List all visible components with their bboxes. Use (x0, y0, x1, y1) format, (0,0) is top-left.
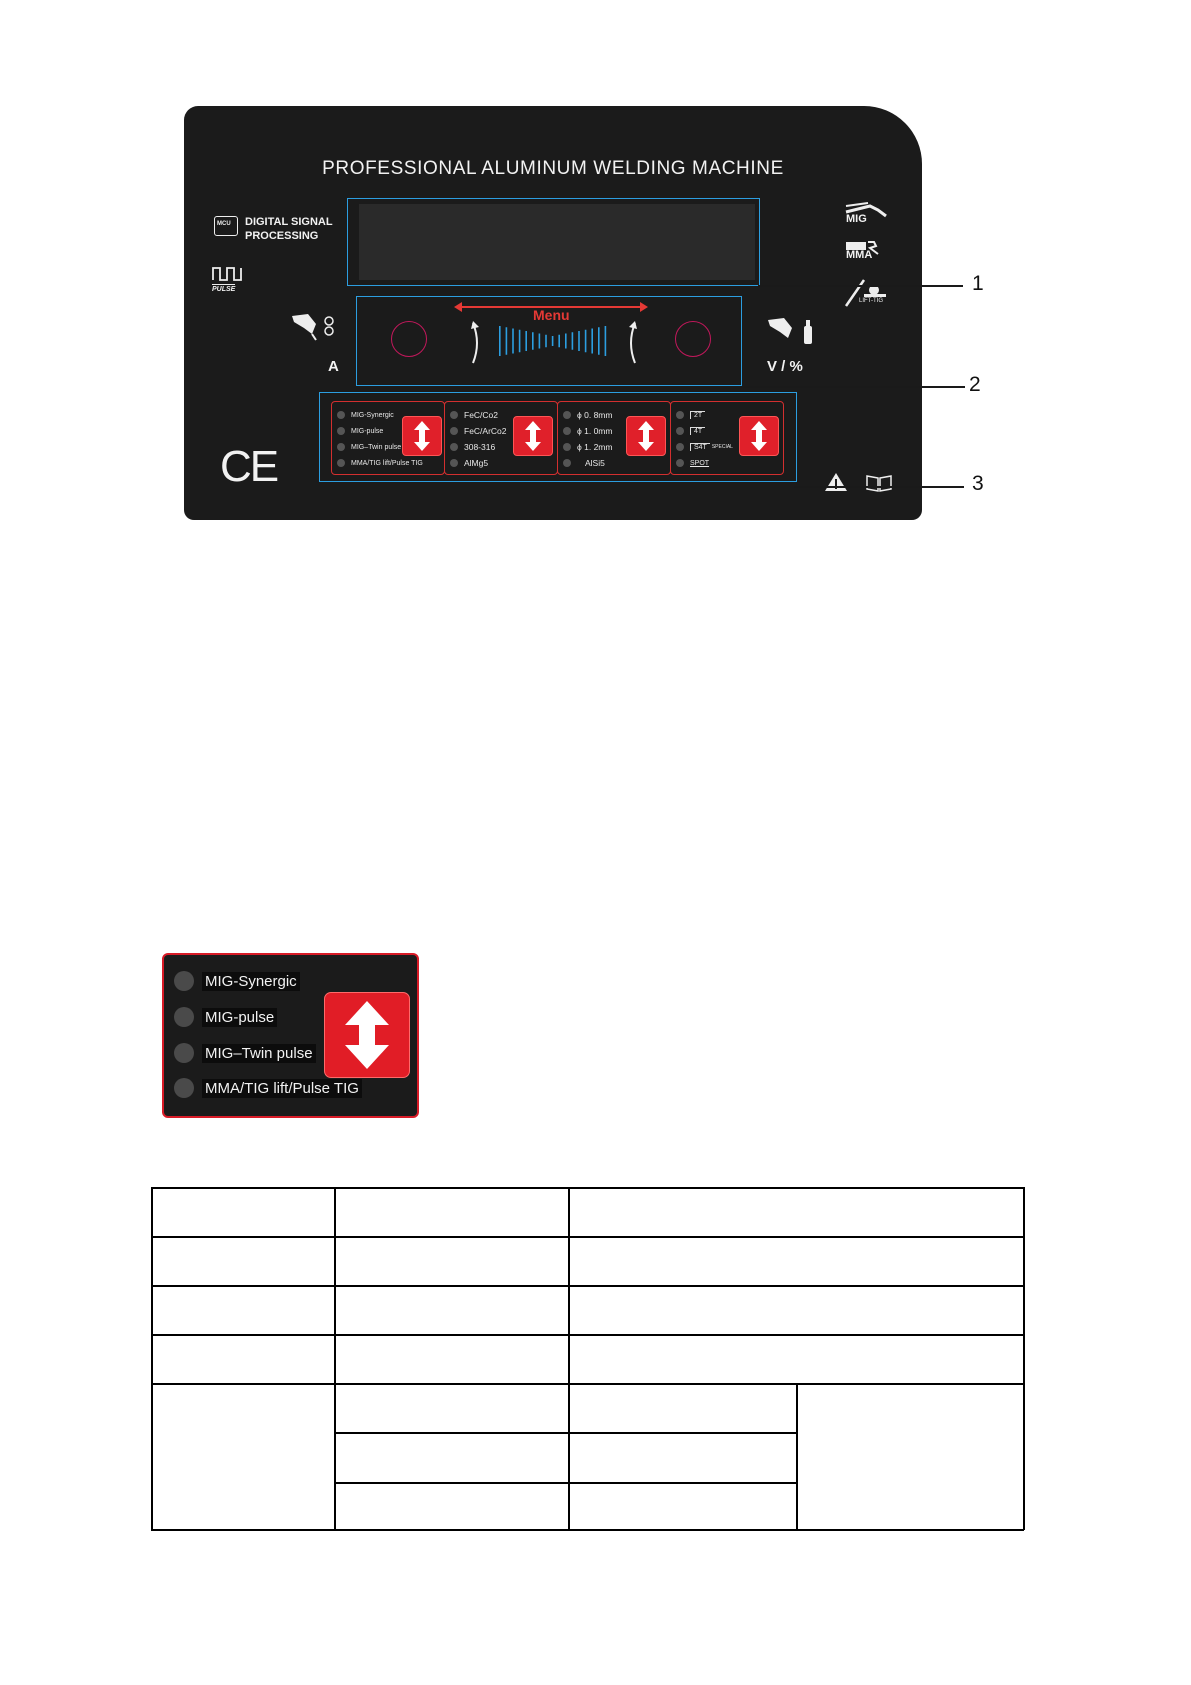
process-selector-detail (162, 953, 419, 1118)
current-unit-label: A (328, 358, 339, 375)
level-bar (499, 326, 501, 356)
callout-line-2 (740, 386, 965, 388)
list-item: AlMg5 (450, 456, 488, 470)
up-down-arrow-icon (403, 417, 441, 455)
right-knob[interactable] (675, 321, 711, 357)
trigger-select-button[interactable] (739, 416, 779, 456)
voltage-unit-label: V / % (767, 358, 803, 375)
indicator-led (337, 443, 345, 451)
indicator-led (563, 411, 571, 419)
list-item: MIG–Twin pulse (174, 1041, 316, 1065)
list-item: MIG-Synergic (174, 969, 300, 993)
indicator-led (174, 1078, 194, 1098)
indicator-led (563, 443, 571, 451)
panel-title: PROFESSIONAL ALUMINUM WELDING MACHINE (322, 158, 784, 179)
table-rule (151, 1187, 1024, 1189)
list-item (676, 408, 705, 422)
list-item: MIG-pulse (174, 1005, 277, 1029)
level-bar (578, 331, 580, 351)
table-rule (151, 1529, 1024, 1531)
indicator-led (563, 427, 571, 435)
dsp-line2: PROCESSING (245, 230, 319, 242)
table-rule (334, 1187, 336, 1530)
lcd-screen (359, 204, 755, 280)
list-item (676, 440, 733, 454)
indicator-led (563, 459, 571, 467)
indicator-led (450, 459, 458, 467)
level-bar (591, 329, 593, 354)
list-item: MIG–Twin pulse (337, 440, 401, 454)
callout-number-3: 3 (972, 472, 984, 495)
warning-icon (824, 472, 848, 492)
indicator-led (676, 459, 684, 467)
list-item: ϕ 1. 2mm (563, 440, 612, 454)
mode-mma-label: MMA (846, 249, 873, 261)
wire-feed-torch-icon (290, 312, 336, 340)
indicator-led (676, 411, 684, 419)
level-bar (605, 326, 607, 356)
2t-mode-icon: 2T (690, 411, 705, 419)
table-rule (334, 1432, 797, 1434)
control-panel-illustration (184, 106, 922, 520)
indicator-led (676, 427, 684, 435)
level-bar (565, 334, 567, 349)
level-bar (525, 331, 527, 351)
mode-lift-tig-label: LIFT-TIG (859, 298, 883, 304)
manual-book-icon (866, 474, 892, 492)
table-rule (1023, 1187, 1025, 1530)
list-item (676, 424, 705, 438)
list-item: MMA/TIG lift/Pulse TIG (337, 456, 423, 470)
indicator-led (337, 427, 345, 435)
indicator-led (337, 411, 345, 419)
table-rule (796, 1383, 798, 1530)
level-bar (512, 329, 514, 354)
encoder-frame (356, 296, 742, 386)
process-select-button-large[interactable] (324, 992, 410, 1078)
process-select-button[interactable] (402, 416, 442, 456)
indicator-led (174, 1007, 194, 1027)
process-selector (331, 401, 445, 475)
level-bar (506, 327, 508, 355)
table-rule (151, 1334, 1024, 1336)
indicator-led (450, 427, 458, 435)
indicator-led (450, 411, 458, 419)
diameter-select-button[interactable] (626, 416, 666, 456)
level-bar (539, 334, 541, 349)
table-rule (151, 1187, 153, 1530)
list-item (676, 456, 709, 470)
level-bars-icon (495, 325, 615, 357)
left-knob[interactable] (391, 321, 427, 357)
rotate-left-icon (469, 321, 483, 365)
level-bar (519, 330, 521, 353)
pulse-wave-icon (212, 264, 246, 282)
mode-mig-label: MIG (846, 213, 867, 225)
list-item: MMA/TIG lift/Pulse TIG (174, 1076, 362, 1100)
level-bar (558, 335, 560, 348)
list-item: FeC/ArCo2 (450, 424, 507, 438)
list-item: 308-316 (450, 440, 495, 454)
rotate-right-icon (625, 321, 639, 365)
list-item: ϕ 0. 8mm (563, 408, 612, 422)
level-bar (598, 327, 600, 355)
menu-label: Menu (533, 307, 570, 323)
mcu-chip-icon (214, 216, 238, 236)
s4t-mode-icon: S4T (690, 443, 710, 451)
up-down-arrow-icon (514, 417, 552, 455)
table-rule (151, 1236, 1024, 1238)
4t-mode-icon: 4T (690, 427, 705, 435)
ce-mark: CE (220, 442, 278, 491)
indicator-led (174, 1043, 194, 1063)
list-item: MIG-Synergic (337, 408, 394, 422)
table-rule (151, 1285, 1024, 1287)
callout-number-1: 1 (972, 272, 984, 295)
gas-torch-icon (766, 316, 816, 346)
callout-line-1 (758, 285, 963, 287)
wire-diameter-selector (557, 401, 671, 475)
indicator-led (676, 443, 684, 451)
indicator-led (337, 459, 345, 467)
display-frame (347, 198, 760, 286)
level-bar (585, 330, 587, 353)
dsp-line1: DIGITAL SIGNAL (245, 216, 333, 228)
level-bar (532, 332, 534, 350)
level-bar (572, 332, 574, 350)
table-rule (334, 1482, 797, 1484)
list-item: AlSi5 (563, 456, 605, 470)
table-rule (568, 1187, 570, 1530)
indicator-led (450, 443, 458, 451)
table-rule (151, 1383, 1024, 1385)
up-down-arrow-icon (325, 993, 409, 1077)
list-item: ϕ 1. 0mm (563, 424, 612, 438)
list-item: MIG-pulse (337, 424, 383, 438)
level-bar (545, 335, 547, 348)
selector-frame (319, 392, 797, 482)
indicator-led (174, 971, 194, 991)
up-down-arrow-icon (740, 417, 778, 455)
callout-line-3 (794, 486, 964, 488)
callout-number-2: 2 (969, 373, 981, 396)
up-down-arrow-icon (627, 417, 665, 455)
trigger-mode-selector (670, 401, 784, 475)
mcu-label: MCU (217, 221, 231, 227)
pulse-label: PULSE (212, 286, 236, 293)
list-item: FeC/Co2 (450, 408, 498, 422)
spot-mode-icon: SPOT (690, 459, 710, 467)
material-select-button[interactable] (513, 416, 553, 456)
special-label: SPECIAL (711, 444, 733, 450)
level-bar (552, 336, 554, 346)
material-selector (444, 401, 558, 475)
